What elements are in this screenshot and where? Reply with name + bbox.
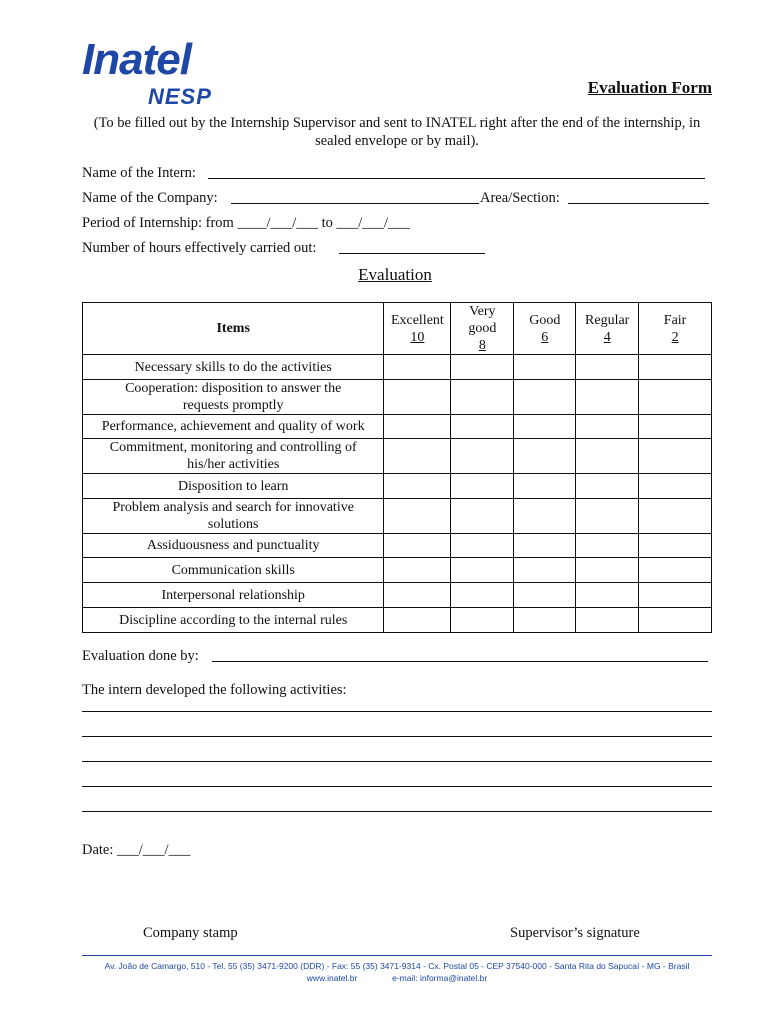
table-row [83,355,712,380]
rating-cell[interactable] [576,558,639,583]
rating-cell[interactable] [514,583,576,608]
rating-cell[interactable] [639,355,712,380]
rating-cell[interactable] [514,439,576,474]
rating-cell[interactable] [576,380,639,415]
intern-name-field[interactable] [208,178,705,179]
rating-cell[interactable] [639,380,712,415]
activities-line[interactable] [82,736,712,737]
rating-cell[interactable] [639,439,712,474]
rating-cell[interactable] [514,415,576,439]
item-label: Interpersonal relationship [83,583,384,608]
item-label: Performance, achievement and quality of work [83,415,384,439]
rating-cell[interactable] [639,534,712,558]
rating-header-fair [639,303,712,355]
rating-cell[interactable] [576,439,639,474]
rating-cell[interactable] [639,499,712,534]
rating-cell[interactable] [576,355,639,380]
date-field[interactable]: Date: ___/___/___ [82,842,191,858]
rating-cell[interactable] [384,415,451,439]
nesp-logo: NESP [148,84,212,109]
rating-cell[interactable] [639,415,712,439]
rating-cell[interactable] [451,415,514,439]
table-row [83,474,712,499]
rating-cell[interactable] [576,474,639,499]
rating-cell[interactable] [451,439,514,474]
rating-cell[interactable] [384,499,451,534]
footer-email[interactable]: e-mail: informa@inatel.br [392,973,488,983]
rating-score: 6 [541,329,549,345]
rating-label: Excellent [390,312,444,328]
rating-cell[interactable] [576,534,639,558]
rating-cell[interactable] [576,499,639,534]
item-label: Necessary skills to do the activities [83,355,384,380]
activities-line[interactable] [82,811,712,812]
rating-cell[interactable] [451,583,514,608]
rating-cell[interactable] [514,355,576,380]
item-label: Problem analysis and search for innovative solutions [83,499,384,534]
form-title: Evaluation Form [587,78,712,97]
company-name-field[interactable] [231,203,479,204]
company-stamp-label: Company stamp [143,925,238,941]
rating-label: Regular [585,312,630,328]
rating-cell[interactable] [384,534,451,558]
rating-cell[interactable] [384,583,451,608]
rating-cell[interactable] [576,583,639,608]
items-header: Items [83,303,384,355]
rating-cell[interactable] [514,534,576,558]
rating-score: 8 [478,338,486,353]
rating-label: Good [529,312,561,328]
item-label: Communication skills [83,558,384,583]
table-row [83,439,712,474]
rating-cell[interactable] [451,608,514,633]
activities-line[interactable] [82,786,712,787]
evaluation-title: Evaluation [358,265,432,284]
rating-cell[interactable] [384,380,451,415]
inatel-logo: Inatel [82,35,191,84]
evaluation-table [82,302,712,633]
table-row [83,499,712,534]
rating-cell[interactable] [451,355,514,380]
item-label: Commitment, monitoring and controlling of his/her activities [83,439,384,474]
rating-cell[interactable] [384,608,451,633]
rating-label: Fair [663,312,687,328]
rating-label: Very good [468,304,497,336]
rating-cell[interactable] [451,558,514,583]
rating-cell[interactable] [576,415,639,439]
footer-website[interactable]: www.inatel.br [306,973,358,983]
rating-score: 2 [671,329,679,345]
intern-name-label: Name of the Intern: [82,165,196,181]
rating-cell[interactable] [514,474,576,499]
item-label: Cooperation: disposition to answer the requests promptly [83,380,384,415]
rating-score: 10 [410,329,425,345]
rating-header-good [514,303,576,355]
period-label: Period of Internship: from ____/___/___ to ___/___/___ [82,215,410,231]
footer [82,960,712,984]
area-section-field[interactable] [568,203,709,204]
activities-line[interactable] [82,711,712,712]
table-row [83,534,712,558]
table-row [83,608,712,633]
supervisor-signature-label: Supervisor’s signature [510,925,640,941]
area-section-label: Area/Section: [480,190,560,206]
rating-header-very-good [451,303,514,355]
rating-cell[interactable] [451,474,514,499]
evaluation-done-by-label: Evaluation done by: [82,648,199,664]
footer-divider [82,955,712,956]
activities-label: The intern developed the following activities: [82,682,347,698]
rating-cell[interactable] [451,534,514,558]
company-name-label: Name of the Company: [82,190,218,206]
table-row [83,380,712,415]
table-row [83,415,712,439]
hours-label: Number of hours effectively carried out: [82,240,317,256]
rating-cell[interactable] [384,355,451,380]
rating-cell[interactable] [384,439,451,474]
footer-address: Av. João de Camargo, 510 - Tel. 55 (35) 3471-9200 (DDR) - Fax: 55 (35) 3471-9314 - Cx. Postal 05 - CEP 37540-000 - Santa Rita do Sapucaí - MG - Brasil [104,961,690,971]
footer-contact [82,972,712,984]
rating-cell[interactable] [514,608,576,633]
instructions: (To be filled out by the Internship Supervisor and sent to INATEL right after the end of the internship, in sealed envelope or by mail). [93,115,701,149]
rating-cell[interactable] [639,583,712,608]
activities-line[interactable] [82,761,712,762]
rating-cell[interactable] [451,380,514,415]
item-label: Disposition to learn [83,474,384,499]
rating-score: 4 [603,329,611,345]
rating-cell[interactable] [639,558,712,583]
rating-cell[interactable] [639,608,712,633]
rating-cell[interactable] [514,380,576,415]
rating-cell[interactable] [384,474,451,499]
evaluation-done-by-field[interactable] [212,661,708,662]
rating-cell[interactable] [639,474,712,499]
table-header-row [83,303,712,355]
rating-cell[interactable] [576,608,639,633]
item-label: Assiduousness and punctuality [83,534,384,558]
rating-header-excellent [384,303,451,355]
rating-cell[interactable] [451,499,514,534]
table-row [83,583,712,608]
rating-cell[interactable] [514,499,576,534]
table-row [83,558,712,583]
item-label: Discipline according to the internal rules [83,608,384,633]
hours-field[interactable] [339,253,485,254]
rating-cell[interactable] [514,558,576,583]
rating-header-regular [576,303,639,355]
rating-cell[interactable] [384,558,451,583]
